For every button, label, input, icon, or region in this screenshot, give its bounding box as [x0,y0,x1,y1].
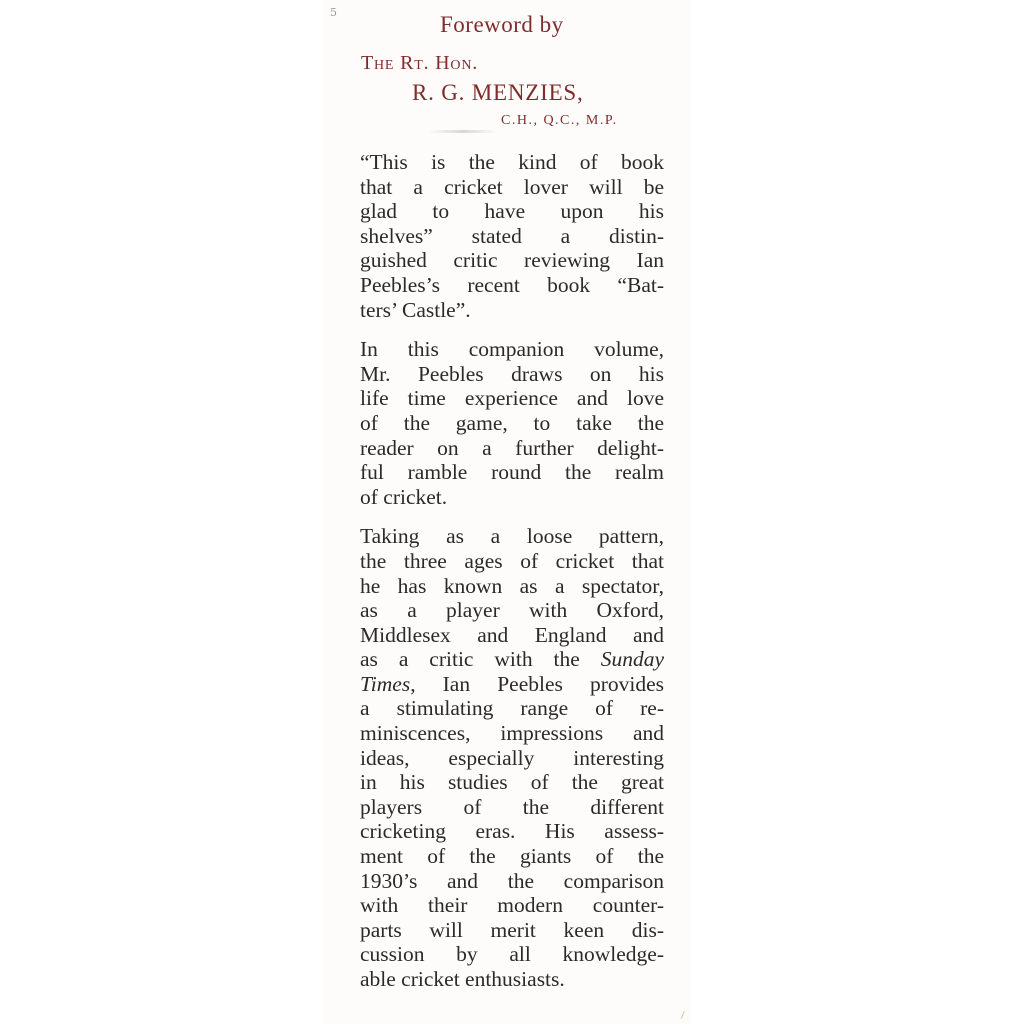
blurb-line: Middlesex and England and [360,622,664,647]
blurb-line: cricketing eras. His assess- [360,819,664,844]
blurb-line: shelves” stated a distin- [360,223,664,248]
blurb-line: with their modern counter- [360,893,664,918]
author-honours: C.H., Q.C., M.P. [501,113,618,128]
blurb-line: ideas, especially interesting [360,745,664,770]
blurb-line: Times, Ian Peebles provides [360,671,664,696]
blurb-line: of the game, to take the [360,410,664,435]
blurb-paragraph-3 [360,524,664,991]
blurb-line: Peebles’s recent book “Bat- [360,272,664,297]
blurb-line: “This is the kind of book [360,150,664,174]
corner-mark: 5 [330,6,337,19]
blurb-line: Mr. Peebles draws on his [360,361,664,386]
blurb-line: able cricket enthusiasts. [360,967,565,991]
blurb-line: as a player with Oxford, [360,598,664,623]
foreword-label: Foreword by [440,12,564,37]
newspaper-name-italic-2: Times [360,671,411,696]
blurb-line: ful ramble round the realm [360,460,664,485]
blurb-line: cussion by all knowledge- [360,942,664,967]
blurb-line: a stimulating range of re- [360,696,664,721]
blurb-paragraph-2 [360,337,664,509]
blurb-line: Taking as a loose pattern, [360,524,664,549]
blurb-line: life time experience and love [360,386,664,411]
blurb-line: he has known as a spectator, [360,573,664,598]
blurb-line: In this companion volume, [360,337,664,362]
blurb-line: players of the different [360,794,664,819]
blurb-line: glad to have upon his [360,199,664,224]
blurb-line: in his studies of the great [360,770,664,795]
blurb-line: ment of the giants of the [360,844,664,869]
ink-smudge [428,130,498,133]
blurb-line: of cricket. [360,484,448,509]
blurb-line: that a cricket lover will be [360,174,664,199]
author-name: R. G. MENZIES, [412,80,584,105]
blurb-text [360,150,664,1007]
blurb-line: parts will merit keen dis- [360,917,664,942]
blurb-line: reader on a further delight- [360,435,664,460]
newspaper-name-italic: Sunday [600,647,664,672]
blurb-line: as a critic with the Sunday [360,647,664,672]
blurb-line: the three ages of cricket that [360,548,664,573]
blurb-line: guished critic reviewing Ian [360,248,664,273]
blurb-line: miniscences, impressions and [360,721,664,746]
blurb-line: ters’ Castle”. [360,297,471,322]
blurb-line: 1930’s and the comparison [360,868,664,893]
author-title: The Rt. Hon. [361,52,479,74]
blurb-paragraph-1 [360,150,664,322]
